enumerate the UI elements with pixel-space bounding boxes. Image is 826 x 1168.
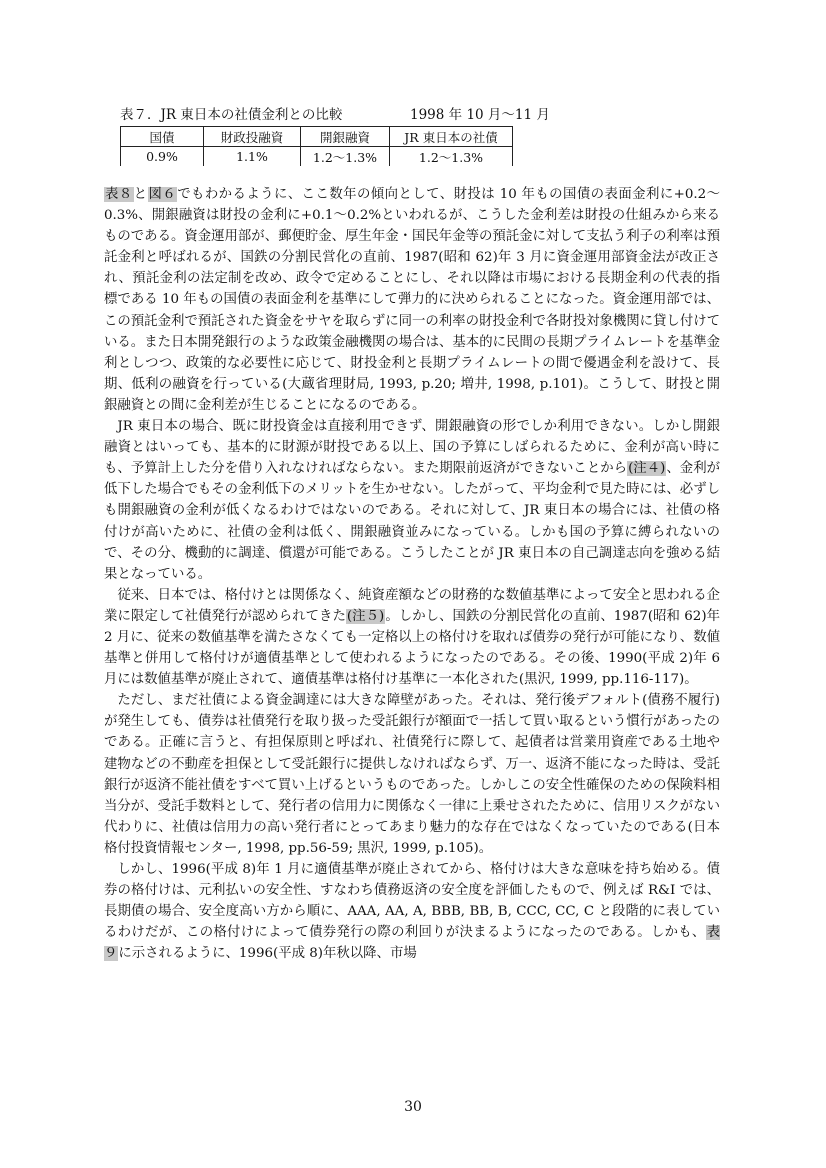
cell-development-bank: 1.2～1.3% (301, 147, 390, 167)
text-segment: でもわかるように、ここ数年の傾向として、財投は 10 年もの国債の表面金利に+0.2～0.3%、開銀融資は財投の金利に+0.1～0.2%といわれるが、こうした金利差は財投の仕組みから来るものである。資金運用部が、郵便貯金、厚生年金・国民年金等の預託金に対して支払う利子の利率は預託金利と呼ばれるが、国鉄の分割民営化の直前、1987(昭和 62)年 3 月に資金運用部資金法が改正され、預託金利の法定制を改め、政令で定めることにし、それ以降は市場における長期金利の代表的指標である 10 年もの国債の表面金利を基準にして弾力的に決められることになった。資金運用部では、この預託金利で預託された資金をサヤを取らずに同一の利率の財投金利で各財投対象機関に貸し付けている。また日本開発銀行のような政策金融機関の場合は、基本的に民間の長期プライムレートを基準金利としつつ、政策的な必要性に応じて、財投金利と長期プライムレートの間で優遇金利を設けて、長期、低利の融資を行っている(大蔵省理財局, 1993, p.20; 増井, 1998, p.101)。こうして、財投と開銀融資との間に金利差が生じることになるのである。 (104, 187, 721, 413)
body-text (104, 184, 720, 964)
reference-note-5: (注５) (346, 608, 385, 624)
reference-note-4: (注４) (628, 461, 666, 477)
cell-government-bond: 0.9% (121, 147, 204, 167)
reference-table-9: 表９ (104, 925, 720, 962)
text-segment: 。しかし、国鉄の分割民営化の直前、1987(昭和 62)年 2 月に、従来の数値基準を満たさなくても一定格以上の格付けを取れば債券の発行が可能になり、数値基準と併用して格付けが適債基準として使われるようになったのである。その後、1990(平成 2)年 6 月には数値基準が廃止されて、適債基準は格付け基準に一本化された(黒沢, 1999, pp.116-117)。 (104, 608, 720, 688)
page-number: 30 (404, 1099, 422, 1115)
paragraph-4 (104, 690, 720, 859)
text-segment: ただし、まだ社債による資金調達には大きな障壁があった。それは、発行後デフォルト(債務不履行)が発生しても、債券は社債発行を取り扱った受託銀行が額面で一括して買い取るという慣行があったのである。正確に言うと、有担保原則と呼ばれ、社債発行に際して、起債者は営業用資産である土地や建物などの不動産を担保として受託銀行に提供しなければならず、万一、返済不能になった時は、受託銀行が返済不能社債をすべて買い上げるというものであった。しかしこの安全性確保のための保険料相当分が、受託手数料として、発行者の信用力に関係なく一律に上乗せされたために、信用リスクがない代わりに、社債は信用力の高い発行者にとってあまり魅力的な存在ではなくなっていたのである(日本格付投資情報センター, 1998, pp.56-59; 黒沢, 1999, p.105)。 (104, 693, 720, 856)
table-caption (120, 106, 560, 124)
text-segment: 、金利が低下した場合でもその金利低下のメリットを生かせない。したがって、平均金利で見た時には、必ずしも開銀融資の金利が低くなるわけではないのである。それに対して、JR 東日本の場合には、社債の格付けが高いために、社債の金利は低く、開銀融資並みになっている。しかも国の予算に縛られないので、その分、機動的に調達、償還が可能である。こうしたことが JR 東日本の自己調達志向を強める結果となっている。 (104, 461, 721, 582)
cell-jr-east-bond: 1.2～1.3% (390, 147, 513, 167)
text-segment: しかし、1996(平成 8)年 1 月に適債基準が廃止されてから、格付けは大きな意味を持ち始める。債券の格付けは、元利払いの安全性、すなわち債務返済の安全度を評価したもので、例えば R&I では、長期債の場合、安全度高い方から順に、AAA, AA, A, BBB, BB, B, CCC, CC, C と段階的に表しているわけだが、この格付けによって債券発行の際の利回りが決まるようになったのである。しかも、 (104, 862, 720, 941)
table-title: 表７．JR 東日本の社債金利との比較 (120, 107, 343, 123)
cell-fiscal-investment: 1.1% (204, 147, 301, 167)
text-segment: JR 東日本の場合、既に財投資金は直接利用できず、開銀融資の形でしか利用できない。しかし開銀融資とはいっても、基本的に財源が財投である以上、国の予算にしばられるために、金利が高い時にも、予算計上した分を借り入れなければならない。また期限前返済ができないことから (104, 419, 720, 477)
reference-table-8: 表８ (105, 187, 133, 202)
paragraph-5 (104, 859, 720, 964)
header-fiscal-investment: 財政投融資 (204, 127, 301, 147)
header-development-bank: 開銀融資 (301, 127, 390, 147)
header-government-bond: 国債 (121, 127, 204, 147)
table-header-row (121, 127, 513, 147)
paragraph-1 (104, 184, 720, 416)
header-jr-east-bond: JR 東日本の社債 (390, 127, 513, 147)
interest-rate-table (120, 126, 513, 166)
text-segment: に示されるように、1996(平成 8)年秋以降、市場 (118, 946, 417, 962)
reference-figure-6: 図６ (148, 187, 177, 202)
table-row (121, 147, 513, 167)
paragraph-3 (104, 585, 720, 690)
paragraph-2 (104, 416, 720, 585)
text-segment: と (133, 187, 148, 202)
table-date-range: 1998 年 10 月～11 月 (410, 107, 550, 123)
text-segment: 従来、日本では、格付けとは関係なく、純資産額などの財務的な数値基準によって安全と思われる企業に限定して社債発行が認められてきた (104, 587, 720, 624)
